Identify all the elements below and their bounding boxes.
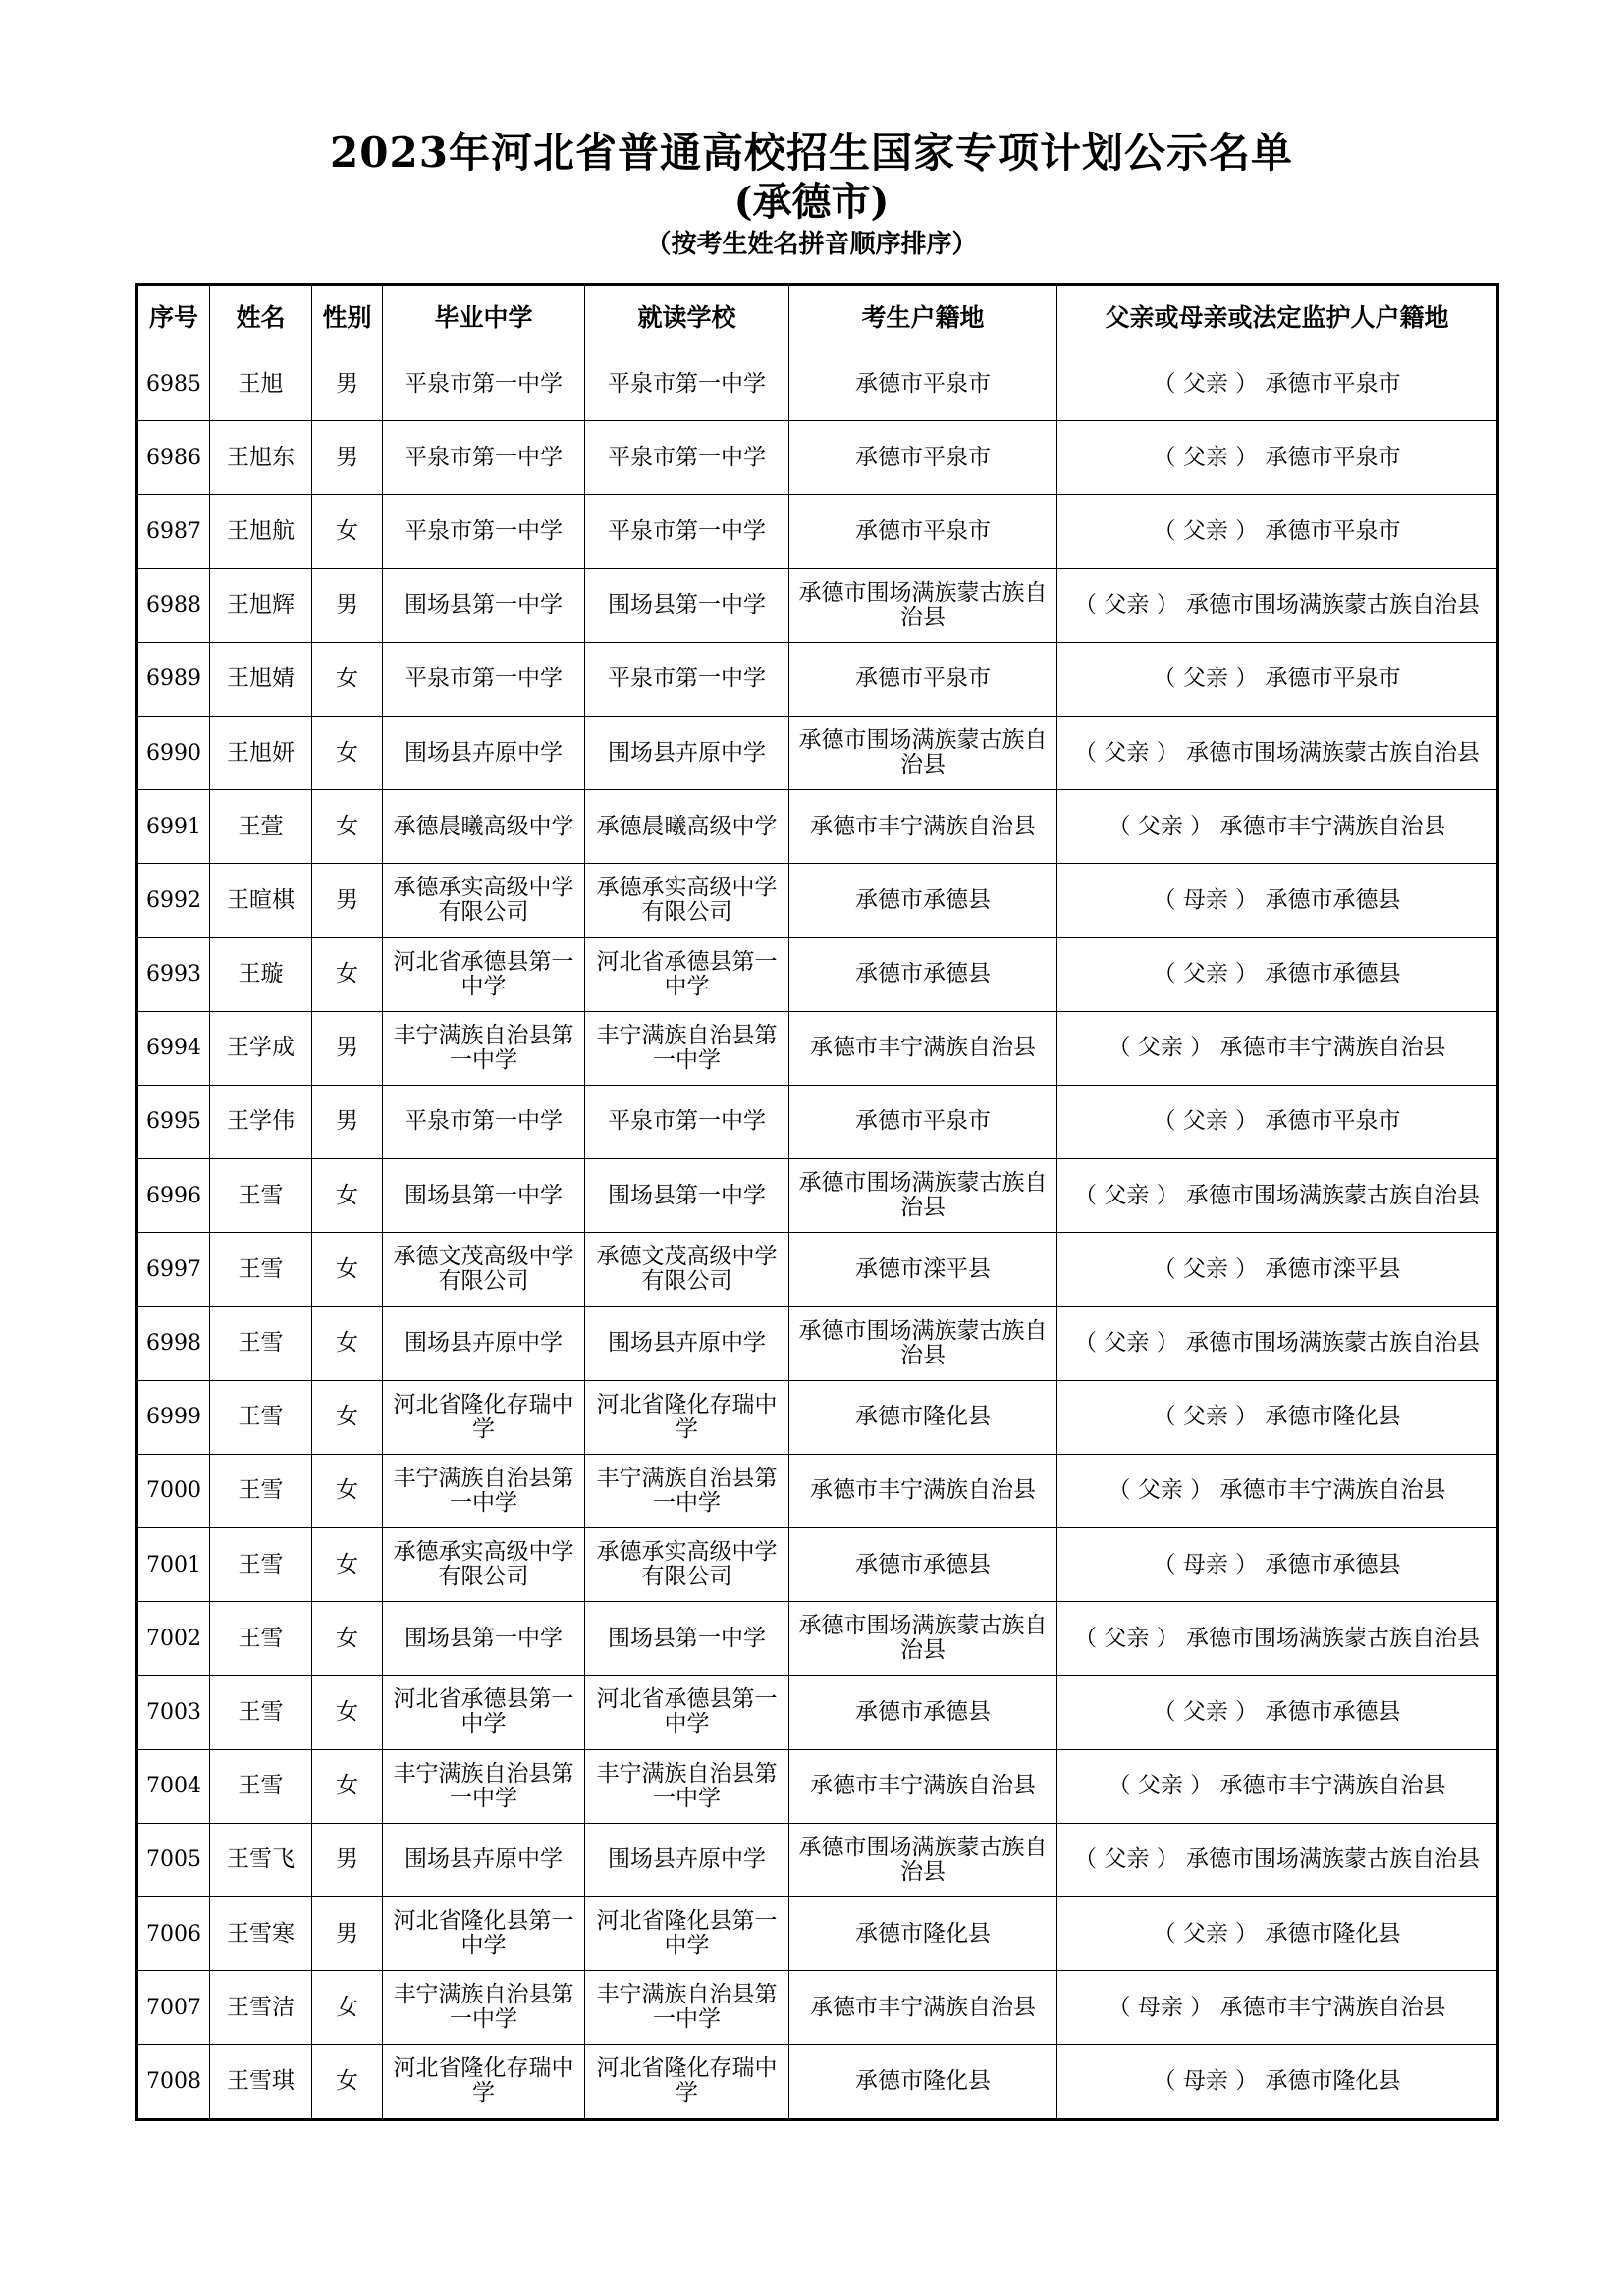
cell-household: 承德市平泉市 [789, 642, 1057, 716]
cell-guardian: （ 母亲 ） 承德市丰宁满族自治县 [1057, 1971, 1498, 2045]
cell-name: 王雪洁 [210, 1971, 312, 2045]
cell-name: 王学成 [210, 1011, 312, 1085]
cell-no: 6994 [137, 1011, 210, 1085]
cell-gender: 女 [312, 1233, 383, 1307]
cell-gender: 男 [312, 1085, 383, 1158]
cell-household: 承德市围场满族蒙古族自治县 [789, 1602, 1057, 1676]
roster-table [135, 283, 1499, 2121]
table-row [137, 2045, 1498, 2119]
table-row [137, 1380, 1498, 1454]
cell-household: 承德市围场满族蒙古族自治县 [789, 716, 1057, 789]
cell-name: 王暄棋 [210, 864, 312, 937]
cell-guardian: （ 父亲 ） 承德市平泉市 [1057, 495, 1498, 568]
column-header-guardian: 父亲或母亲或法定监护人户籍地 [1057, 285, 1498, 347]
cell-grad-school: 丰宁满族自治县第一中学 [383, 1971, 585, 2045]
cell-no: 7004 [137, 1749, 210, 1823]
table-row [137, 1159, 1498, 1233]
cell-no: 6988 [137, 568, 210, 642]
cell-gender: 女 [312, 716, 383, 789]
cell-household: 承德市围场满族蒙古族自治县 [789, 1823, 1057, 1896]
cell-name: 王旭妍 [210, 716, 312, 789]
cell-gender: 女 [312, 495, 383, 568]
cell-household: 承德市隆化县 [789, 2045, 1057, 2119]
cell-current-school: 河北省隆化存瑞中学 [585, 2045, 789, 2119]
cell-name: 王雪 [210, 1159, 312, 1233]
cell-gender: 女 [312, 1454, 383, 1527]
cell-name: 王雪 [210, 1602, 312, 1676]
cell-current-school: 承德承实高级中学有限公司 [585, 864, 789, 937]
cell-grad-school: 承德文茂高级中学有限公司 [383, 1233, 585, 1307]
cell-current-school: 河北省承德县第一中学 [585, 1676, 789, 1749]
cell-current-school: 承德承实高级中学有限公司 [585, 1528, 789, 1602]
cell-no: 6999 [137, 1380, 210, 1454]
cell-household: 承德市承德县 [789, 1676, 1057, 1749]
cell-household: 承德市围场满族蒙古族自治县 [789, 1159, 1057, 1233]
cell-guardian: （ 父亲 ） 承德市围场满族蒙古族自治县 [1057, 568, 1498, 642]
cell-no: 6985 [137, 347, 210, 421]
cell-household: 承德市丰宁满族自治县 [789, 1011, 1057, 1085]
cell-guardian: （ 父亲 ） 承德市平泉市 [1057, 1085, 1498, 1158]
cell-no: 7001 [137, 1528, 210, 1602]
cell-household: 承德市承德县 [789, 864, 1057, 937]
cell-guardian: （ 父亲 ） 承德市围场满族蒙古族自治县 [1057, 1602, 1498, 1676]
cell-guardian: （ 母亲 ） 承德市承德县 [1057, 864, 1498, 937]
cell-grad-school: 河北省隆化存瑞中学 [383, 1380, 585, 1454]
cell-gender: 男 [312, 421, 383, 495]
cell-grad-school: 围场县第一中学 [383, 568, 585, 642]
cell-household: 承德市丰宁满族自治县 [789, 1454, 1057, 1527]
cell-gender: 女 [312, 1307, 383, 1380]
cell-no: 7006 [137, 1896, 210, 1970]
column-header-grad-school: 毕业中学 [383, 285, 585, 347]
cell-name: 王雪 [210, 1233, 312, 1307]
cell-name: 王雪寒 [210, 1896, 312, 1970]
cell-gender: 男 [312, 1896, 383, 1970]
cell-guardian: （ 父亲 ） 承德市丰宁满族自治县 [1057, 1749, 1498, 1823]
cell-current-school: 丰宁满族自治县第一中学 [585, 1011, 789, 1085]
cell-current-school: 河北省承德县第一中学 [585, 937, 789, 1011]
table-row [137, 1823, 1498, 1896]
cell-current-school: 平泉市第一中学 [585, 642, 789, 716]
cell-current-school: 围场县第一中学 [585, 1159, 789, 1233]
column-header-name: 姓名 [210, 285, 312, 347]
table-row [137, 347, 1498, 421]
cell-guardian: （ 父亲 ） 承德市丰宁满族自治县 [1057, 790, 1498, 864]
cell-grad-school: 河北省隆化县第一中学 [383, 1896, 585, 1970]
cell-gender: 女 [312, 1528, 383, 1602]
cell-no: 6995 [137, 1085, 210, 1158]
cell-grad-school: 围场县第一中学 [383, 1602, 585, 1676]
cell-gender: 女 [312, 1159, 383, 1233]
cell-no: 6992 [137, 864, 210, 937]
cell-grad-school: 丰宁满族自治县第一中学 [383, 1011, 585, 1085]
cell-gender: 女 [312, 1971, 383, 2045]
table-row [137, 1602, 1498, 1676]
cell-name: 王雪 [210, 1454, 312, 1527]
cell-guardian: （ 父亲 ） 承德市丰宁满族自治县 [1057, 1454, 1498, 1527]
cell-grad-school: 平泉市第一中学 [383, 1085, 585, 1158]
cell-no: 7000 [137, 1454, 210, 1527]
cell-household: 承德市平泉市 [789, 347, 1057, 421]
cell-name: 王旭婧 [210, 642, 312, 716]
cell-no: 6993 [137, 937, 210, 1011]
cell-household: 承德市隆化县 [789, 1896, 1057, 1970]
cell-gender: 男 [312, 1011, 383, 1085]
table-row [137, 1011, 1498, 1085]
cell-household: 承德市承德县 [789, 1528, 1057, 1602]
table-row [137, 1528, 1498, 1602]
cell-gender: 男 [312, 347, 383, 421]
table-row [137, 1454, 1498, 1527]
cell-current-school: 丰宁满族自治县第一中学 [585, 1749, 789, 1823]
cell-no: 6990 [137, 716, 210, 789]
cell-gender: 女 [312, 1380, 383, 1454]
cell-grad-school: 平泉市第一中学 [383, 642, 585, 716]
cell-name: 王旭 [210, 347, 312, 421]
table-row [137, 642, 1498, 716]
cell-guardian: （ 父亲 ） 承德市滦平县 [1057, 1233, 1498, 1307]
cell-guardian: （ 父亲 ） 承德市围场满族蒙古族自治县 [1057, 1307, 1498, 1380]
table-row [137, 1233, 1498, 1307]
cell-no: 6998 [137, 1307, 210, 1380]
cell-current-school: 围场县卉原中学 [585, 1307, 789, 1380]
cell-guardian: （ 父亲 ） 承德市平泉市 [1057, 347, 1498, 421]
cell-gender: 女 [312, 2045, 383, 2119]
cell-household: 承德市平泉市 [789, 421, 1057, 495]
cell-guardian: （ 父亲 ） 承德市隆化县 [1057, 1380, 1498, 1454]
cell-gender: 女 [312, 937, 383, 1011]
cell-household: 承德市平泉市 [789, 1085, 1057, 1158]
cell-gender: 女 [312, 1602, 383, 1676]
cell-no: 7002 [137, 1602, 210, 1676]
cell-current-school: 平泉市第一中学 [585, 495, 789, 568]
cell-guardian: （ 父亲 ） 承德市承德县 [1057, 1676, 1498, 1749]
cell-grad-school: 河北省隆化存瑞中学 [383, 2045, 585, 2119]
table-row [137, 790, 1498, 864]
cell-household: 承德市承德县 [789, 937, 1057, 1011]
cell-no: 7005 [137, 1823, 210, 1896]
cell-name: 王雪 [210, 1380, 312, 1454]
cell-current-school: 围场县卉原中学 [585, 1823, 789, 1896]
table-row [137, 1971, 1498, 2045]
cell-grad-school: 围场县卉原中学 [383, 716, 585, 789]
roster-body [137, 347, 1498, 2120]
cell-gender: 男 [312, 568, 383, 642]
cell-gender: 男 [312, 864, 383, 937]
cell-no: 6986 [137, 421, 210, 495]
cell-guardian: （ 父亲 ） 承德市围场满族蒙古族自治县 [1057, 1823, 1498, 1896]
cell-grad-school: 丰宁满族自治县第一中学 [383, 1749, 585, 1823]
cell-gender: 女 [312, 642, 383, 716]
column-header-gender: 性别 [312, 285, 383, 347]
cell-current-school: 平泉市第一中学 [585, 347, 789, 421]
cell-name: 王雪琪 [210, 2045, 312, 2119]
cell-current-school: 平泉市第一中学 [585, 1085, 789, 1158]
cell-grad-school: 承德晨曦高级中学 [383, 790, 585, 864]
cell-name: 王雪 [210, 1676, 312, 1749]
cell-name: 王旭辉 [210, 568, 312, 642]
cell-guardian: （ 父亲 ） 承德市平泉市 [1057, 421, 1498, 495]
cell-guardian: （ 父亲 ） 承德市围场满族蒙古族自治县 [1057, 716, 1498, 789]
cell-household: 承德市围场满族蒙古族自治县 [789, 568, 1057, 642]
cell-household: 承德市丰宁满族自治县 [789, 1971, 1057, 2045]
cell-current-school: 围场县第一中学 [585, 568, 789, 642]
cell-name: 王雪 [210, 1749, 312, 1823]
table-row [137, 937, 1498, 1011]
page-subtitle: (承德市) [733, 179, 890, 225]
column-header-household: 考生户籍地 [789, 285, 1057, 347]
table-row [137, 1896, 1498, 1970]
cell-no: 6987 [137, 495, 210, 568]
cell-current-school: 围场县第一中学 [585, 1602, 789, 1676]
cell-current-school: 丰宁满族自治县第一中学 [585, 1454, 789, 1527]
table-header-row [137, 285, 1498, 347]
cell-current-school: 承德文茂高级中学有限公司 [585, 1233, 789, 1307]
cell-gender: 女 [312, 1676, 383, 1749]
cell-grad-school: 围场县卉原中学 [383, 1823, 585, 1896]
cell-no: 7008 [137, 2045, 210, 2119]
sort-note: （按考生姓名拼音顺序排序） [645, 230, 978, 259]
cell-grad-school: 平泉市第一中学 [383, 421, 585, 495]
cell-name: 王萱 [210, 790, 312, 864]
table-row [137, 864, 1498, 937]
cell-guardian: （ 父亲 ） 承德市平泉市 [1057, 642, 1498, 716]
cell-grad-school: 承德承实高级中学有限公司 [383, 1528, 585, 1602]
cell-current-school: 围场县卉原中学 [585, 716, 789, 789]
page-title: 2023年河北省普通高校招生国家专项计划公示名单 [330, 129, 1293, 177]
cell-grad-school: 河北省承德县第一中学 [383, 1676, 585, 1749]
table-row [137, 716, 1498, 789]
cell-name: 王旭东 [210, 421, 312, 495]
cell-grad-school: 围场县第一中学 [383, 1159, 585, 1233]
cell-gender: 男 [312, 1823, 383, 1896]
cell-household: 承德市围场满族蒙古族自治县 [789, 1307, 1057, 1380]
cell-grad-school: 承德承实高级中学有限公司 [383, 864, 585, 937]
cell-current-school: 平泉市第一中学 [585, 421, 789, 495]
cell-current-school: 丰宁满族自治县第一中学 [585, 1971, 789, 2045]
table-row [137, 421, 1498, 495]
table-row [137, 495, 1498, 568]
cell-grad-school: 丰宁满族自治县第一中学 [383, 1454, 585, 1527]
column-header-current-school: 就读学校 [585, 285, 789, 347]
cell-no: 6997 [137, 1233, 210, 1307]
cell-grad-school: 平泉市第一中学 [383, 347, 585, 421]
cell-household: 承德市隆化县 [789, 1380, 1057, 1454]
cell-household: 承德市丰宁满族自治县 [789, 1749, 1057, 1823]
cell-no: 7003 [137, 1676, 210, 1749]
cell-guardian: （ 父亲 ） 承德市围场满族蒙古族自治县 [1057, 1159, 1498, 1233]
cell-no: 6991 [137, 790, 210, 864]
cell-household: 承德市平泉市 [789, 495, 1057, 568]
cell-name: 王学伟 [210, 1085, 312, 1158]
table-row [137, 1085, 1498, 1158]
cell-current-school: 承德晨曦高级中学 [585, 790, 789, 864]
cell-guardian: （ 父亲 ） 承德市丰宁满族自治县 [1057, 1011, 1498, 1085]
cell-no: 6996 [137, 1159, 210, 1233]
cell-grad-school: 围场县卉原中学 [383, 1307, 585, 1380]
table-row [137, 1749, 1498, 1823]
cell-no: 6989 [137, 642, 210, 716]
table-row [137, 1307, 1498, 1380]
table-row [137, 568, 1498, 642]
cell-current-school: 河北省隆化存瑞中学 [585, 1380, 789, 1454]
cell-grad-school: 平泉市第一中学 [383, 495, 585, 568]
cell-name: 王雪 [210, 1528, 312, 1602]
cell-grad-school: 河北省承德县第一中学 [383, 937, 585, 1011]
cell-guardian: （ 母亲 ） 承德市隆化县 [1057, 2045, 1498, 2119]
cell-guardian: （ 母亲 ） 承德市承德县 [1057, 1528, 1498, 1602]
cell-gender: 女 [312, 1749, 383, 1823]
column-header-no: 序号 [137, 285, 210, 347]
cell-guardian: （ 父亲 ） 承德市隆化县 [1057, 1896, 1498, 1970]
cell-household: 承德市滦平县 [789, 1233, 1057, 1307]
cell-name: 王璇 [210, 937, 312, 1011]
cell-household: 承德市丰宁满族自治县 [789, 790, 1057, 864]
cell-name: 王雪飞 [210, 1823, 312, 1896]
cell-no: 7007 [137, 1971, 210, 2045]
cell-guardian: （ 父亲 ） 承德市承德县 [1057, 937, 1498, 1011]
cell-current-school: 河北省隆化县第一中学 [585, 1896, 789, 1970]
cell-name: 王雪 [210, 1307, 312, 1380]
table-row [137, 1676, 1498, 1749]
cell-name: 王旭航 [210, 495, 312, 568]
cell-gender: 女 [312, 790, 383, 864]
